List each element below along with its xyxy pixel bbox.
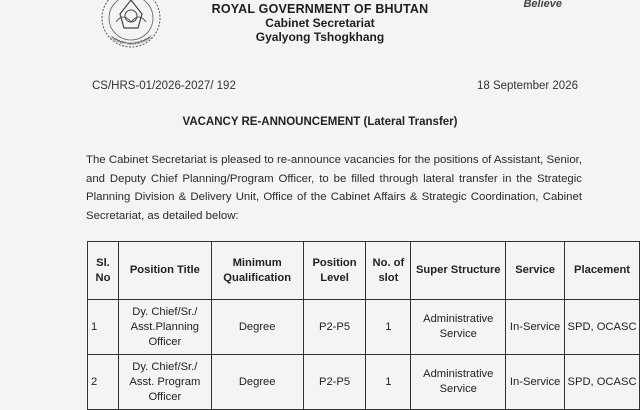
vacancy-table bbox=[87, 241, 640, 410]
row-qualification: Degree bbox=[211, 300, 303, 355]
reference-number: CS/HRS-01/2026-2027/ 192 bbox=[92, 80, 236, 92]
letterhead-government: ROYAL GOVERNMENT OF BHUTAN bbox=[211, 2, 429, 16]
row-sl-no: 1 bbox=[88, 300, 119, 355]
table-header-row bbox=[88, 242, 640, 300]
header-position-title: Position Title bbox=[118, 242, 211, 300]
row-super-structure: Administrative Service bbox=[411, 300, 506, 355]
row-placement: SPD, OCASC bbox=[565, 300, 640, 355]
row-sl-no: 2 bbox=[88, 355, 119, 410]
header-super-structure: Super Structure bbox=[411, 242, 506, 300]
header-minimum-qualification: Minimum Qualification bbox=[211, 242, 303, 300]
row-service: In-Service bbox=[506, 300, 565, 355]
row-qualification: Degree bbox=[211, 355, 303, 410]
row-service: In-Service bbox=[506, 355, 565, 410]
letterhead-office: Cabinet Secretariat bbox=[265, 16, 375, 30]
row-super-structure: Administrative Service bbox=[411, 355, 506, 410]
letter-date: 18 September 2026 bbox=[476, 80, 578, 92]
row-placement: SPD, OCASC bbox=[565, 355, 640, 410]
table-row bbox=[88, 355, 640, 410]
header-service: Service bbox=[506, 242, 565, 300]
header-no-of-slot: No. of slot bbox=[366, 242, 411, 300]
row-position-title: Dy. Chief/Sr./ Asst. Program Officer bbox=[118, 355, 211, 410]
letterhead-location: Gyalyong Tshogkhang bbox=[255, 30, 385, 44]
header-position-level: Position Level bbox=[303, 242, 366, 300]
announcement-body: The Cabinet Secretariat is pleased to re-announce vacancies for the positions of Assistant, Senior, and Deputy Chief Planning/Program Officer, to be filled through lateral transfer in the Strategic Planning Division & Delivery Unit, Office of the Cabinet Affairs & Strategic Coordination, Cabinet Secretariat, as detailed below: bbox=[86, 154, 582, 222]
table-row bbox=[88, 300, 640, 355]
seal-text: CABINET SECRETARIAT bbox=[109, 34, 154, 47]
row-slots: 1 bbox=[366, 300, 411, 355]
announcement-title: VACANCY RE-ANNOUNCEMENT (Lateral Transfer) bbox=[182, 116, 458, 128]
row-slots: 1 bbox=[366, 355, 411, 410]
header-sl-no: Sl. No bbox=[88, 242, 119, 300]
header-placement: Placement bbox=[565, 242, 640, 300]
row-position-level: P2-P5 bbox=[303, 355, 366, 410]
row-position-title: Dy. Chief/Sr./ Asst.Planning Officer bbox=[118, 300, 211, 355]
motto-text: Believe bbox=[523, 0, 562, 10]
row-position-level: P2-P5 bbox=[303, 300, 366, 355]
